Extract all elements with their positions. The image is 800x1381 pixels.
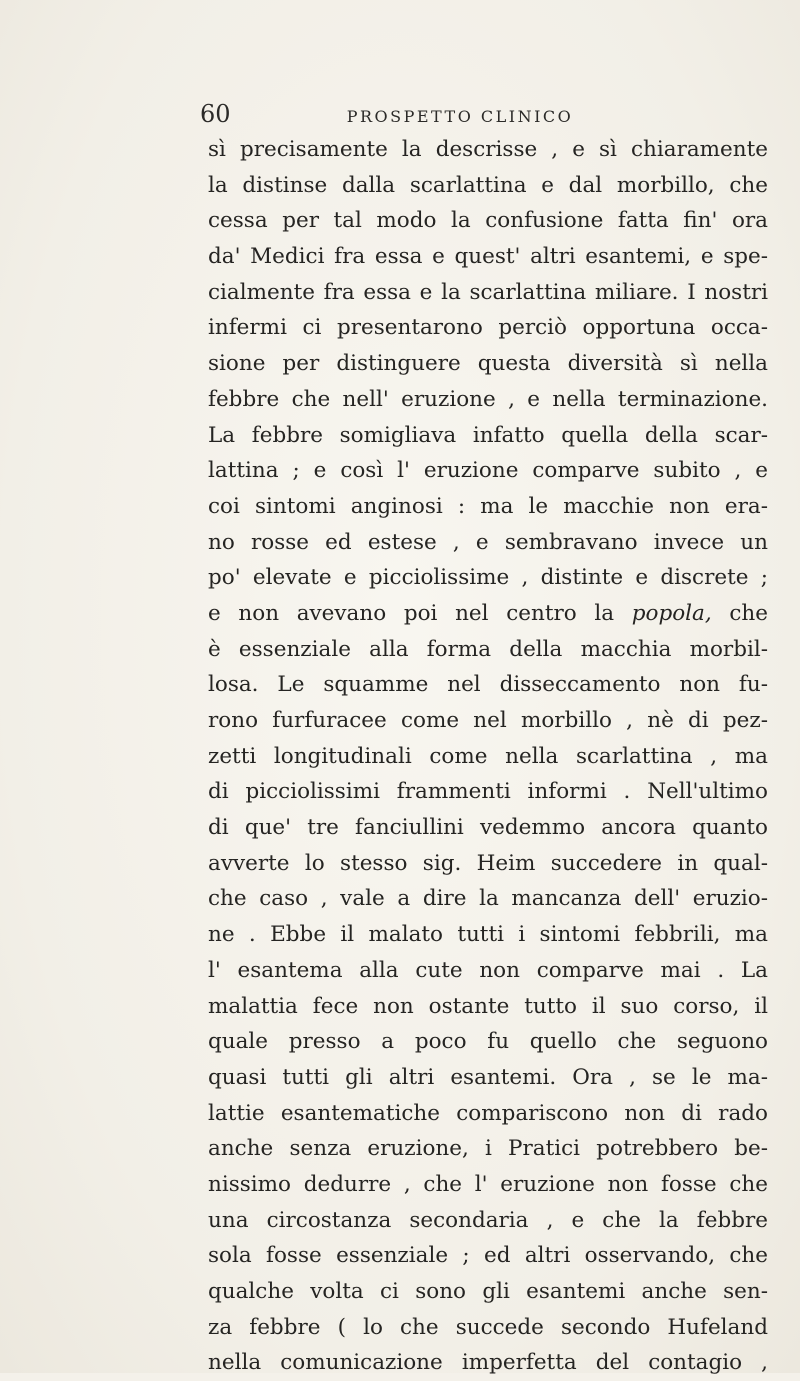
- text-line: avverte lo stesso sig. Heim succedere in qual-: [208, 850, 768, 876]
- text-line-with-italic: [208, 596, 768, 632]
- text-line: anche senza eruzione, i Pratici potrebbero be-: [208, 1136, 768, 1162]
- text-line: qualche volta ci sono gli esantemi anche sen-: [208, 1279, 768, 1304]
- running-head: PROSPETTO CLINICO: [346, 107, 574, 126]
- text-line: di que' tre fanciullini vedemmo ancora quanto: [208, 815, 768, 841]
- text-line: no rosse ed estese , e sembravano invece un: [208, 529, 768, 555]
- text-line: La febbre somigliava infatto quella della scar-: [208, 422, 768, 448]
- body-text: [208, 132, 769, 1376]
- text-line: zetti longitudinali come nella scarlattina , ma: [208, 743, 768, 769]
- text-line: cialmente fra essa e la scarlattina miliare. I nostri: [208, 279, 768, 305]
- page-header: [200, 100, 670, 134]
- text-line: lattina ; e così l' eruzione comparve subito , e: [208, 458, 768, 484]
- text-line: da' Medici fra essa e quest' altri esantemi, e spe-: [208, 244, 768, 270]
- text-line: la distinse dalla scarlattina e dal morbillo, che: [208, 172, 768, 198]
- text-line: che caso , vale a dire la mancanza dell' eruzio-: [208, 886, 768, 912]
- page-number: 60: [200, 100, 231, 128]
- text-line: quale presso a poco fu quello che seguono: [208, 1029, 768, 1055]
- text-line: losa. Le squamme nel disseccamento non fu-: [208, 672, 768, 698]
- text-segment: che: [729, 600, 769, 626]
- text-line: po' elevate e picciolissime , distinte e discrete ;: [208, 565, 768, 591]
- text-line: nella comunicazione imperfetta del contagio ,: [208, 1350, 768, 1376]
- text-line: febbre che nell' eruzione , e nella terminazione.: [208, 386, 768, 412]
- text-line: nissimo dedurre , che l' eruzione non fosse che: [208, 1171, 768, 1197]
- text-line: infermi ci presentarono perciò opportuna occa-: [208, 315, 768, 341]
- text-line: malattia fece non ostante tutto il suo corso, il: [208, 993, 768, 1019]
- text-line: sione per distinguere questa diversità sì nella: [208, 351, 768, 377]
- text-line: quasi tutti gli altri esantemi. Ora , se le ma-: [208, 1064, 768, 1090]
- italic-term: popola,: [631, 600, 712, 626]
- text-line: una circostanza secondaria , e che la febbre: [208, 1207, 768, 1233]
- text-line: è essenziale alla forma della macchia morbil-: [208, 636, 768, 662]
- text-line: lattie esantematiche compariscono non di rado: [208, 1100, 768, 1126]
- text-line: ne . Ebbe il malato tutti i sintomi febbrili, ma: [208, 922, 768, 948]
- text-line: l' esantema alla cute non comparve mai . La: [208, 957, 768, 983]
- text-line: sì precisamente la descrisse , e sì chiaramente: [208, 137, 768, 162]
- text-segment: e non avevano poi nel centro la: [208, 600, 615, 626]
- text-line: rono furfuracee come nel morbillo , nè di pez-: [208, 708, 768, 733]
- text-line: coi sintomi anginosi : ma le macchie non era-: [208, 493, 768, 519]
- text-line: di picciolissimi frammenti informi . Nell'ultimo: [208, 779, 768, 805]
- text-line: sola fosse essenziale ; ed altri osservando, che: [208, 1243, 768, 1269]
- text-line: za febbre ( lo che succede secondo Hufeland: [208, 1314, 768, 1340]
- text-line: cessa per tal modo la confusione fatta fin' ora: [208, 208, 768, 234]
